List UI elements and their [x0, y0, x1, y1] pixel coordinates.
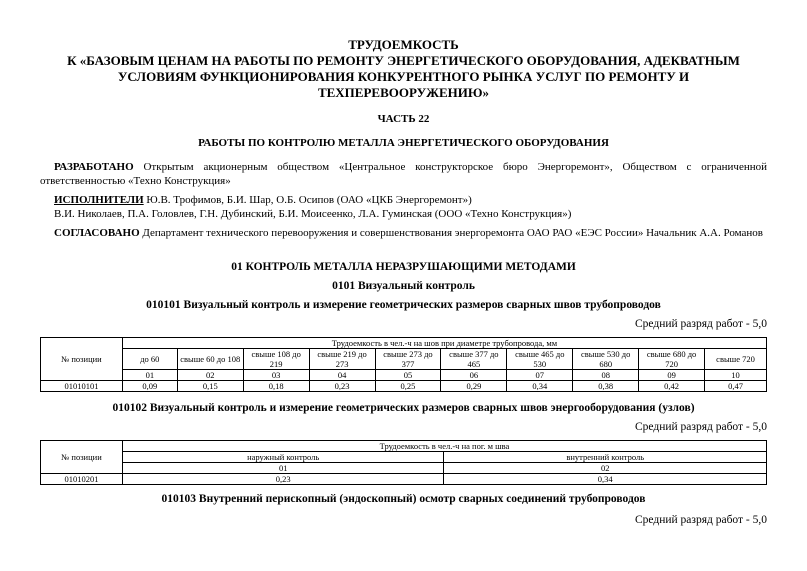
table-row [41, 381, 767, 392]
developed-text: Открытым акционерным обществом «Центральное конструкторское бюро Энергоремонт», Обществом с ограниченной ответственностью «Техно Конструкция» [40, 161, 767, 187]
item3-heading: 010103 Внутренний перископный (эндоскопный) осмотр сварных соединений трубопроводов [161, 493, 646, 505]
developed-paragraph [40, 160, 767, 188]
item2-col-header: внутренний контроль [444, 452, 767, 463]
agreed-text: Департамент технического перевооружения и совершенствования энергоремонта ОАО РАО «ЕЭС России» Начальник А.А. Романов [139, 227, 763, 239]
title-line-2: К «БАЗОВЫМ ЦЕНАМ НА РАБОТЫ ПО РЕМОНТУ ЭНЕРГЕТИЧЕСКОГО ОБОРУДОВАНИЯ, АДЕКВАТНЫМ [67, 53, 740, 68]
item1-col-code: 03 [243, 370, 309, 381]
item1-col-header: до 60 [122, 349, 177, 370]
item1-cell: 0,15 [177, 381, 243, 392]
item1-col-code: 04 [309, 370, 375, 381]
section-heading: 01 КОНТРОЛЬ МЕТАЛЛА НЕРАЗРУШАЮЩИМИ МЕТОДАМИ [231, 261, 576, 273]
item2-row-position: 01010201 [41, 474, 123, 485]
item1-col-code: 05 [375, 370, 441, 381]
item2-group-header: Трудоемкость в чел.-ч на пог. м шва [122, 441, 766, 452]
item1-cell: 0,29 [441, 381, 507, 392]
item1-cell: 0,47 [705, 381, 767, 392]
item2-grade: Средний разряд работ - 5,0 [634, 421, 767, 433]
item1-col-header: свыше 377 до 465 [441, 349, 507, 370]
item1-col-header: свыше 219 до 273 [309, 349, 375, 370]
item1-col-header: свыше 720 [705, 349, 767, 370]
executors-paragraph [40, 193, 767, 221]
agreed-label: СОГЛАСОВАНО [54, 227, 140, 239]
table-row [41, 474, 767, 485]
item1-heading: 010101 Визуальный контроль и измерение геометрических размеров сварных швов трубопроводов [146, 299, 661, 311]
item2-table [40, 440, 767, 485]
item1-cell: 0,34 [507, 381, 573, 392]
part-number: ЧАСТЬ 22 [377, 113, 430, 125]
item2-cell: 0,34 [444, 474, 767, 485]
item1-grade: Средний разряд работ - 5,0 [634, 318, 767, 330]
title-line-3: УСЛОВИЯМ ФУНКЦИОНИРОВАНИЯ КОНКУРЕНТНОГО РЫНКА УСЛУГ ПО РЕМОНТУ И [117, 69, 690, 84]
item1-group-header: Трудоемкость в чел.-ч на шов при диаметре трубопровода, мм [122, 338, 766, 349]
item1-col-header: свыше 60 до 108 [177, 349, 243, 370]
item1-col-header: свыше 465 до 530 [507, 349, 573, 370]
developed-label: РАЗРАБОТАНО [54, 161, 134, 173]
item1-position-header: № позиции [41, 338, 123, 381]
executors-label: ИСПОЛНИТЕЛИ [54, 194, 144, 206]
agreed-paragraph [40, 226, 767, 240]
subsection-heading: 0101 Визуальный контроль [332, 280, 475, 292]
item1-col-header: свыше 530 до 680 [573, 349, 639, 370]
title-line-4: ТЕХПЕРЕВООРУЖЕНИЮ» [317, 85, 490, 100]
item1-cell: 0,23 [309, 381, 375, 392]
item1-col-header: свыше 108 до 219 [243, 349, 309, 370]
item1-cell: 0,38 [573, 381, 639, 392]
item2-position-header: № позиции [41, 441, 123, 474]
item1-col-code: 01 [122, 370, 177, 381]
item1-cell: 0,09 [122, 381, 177, 392]
item1-row-position: 01010101 [41, 381, 123, 392]
item2-col-code: 01 [122, 463, 444, 474]
item1-col-code: 06 [441, 370, 507, 381]
item1-col-code: 07 [507, 370, 573, 381]
item1-cell: 0,25 [375, 381, 441, 392]
item2-cell: 0,23 [122, 474, 444, 485]
document-title [40, 37, 767, 101]
item3-grade: Средний разряд работ - 5,0 [634, 514, 767, 526]
item1-col-code: 10 [705, 370, 767, 381]
item1-cell: 0,42 [639, 381, 705, 392]
part-title: РАБОТЫ ПО КОНТРОЛЮ МЕТАЛЛА ЭНЕРГЕТИЧЕСКОГО ОБОРУДОВАНИЯ [198, 137, 609, 149]
item1-col-header: свыше 273 до 377 [375, 349, 441, 370]
item2-heading: 010102 Визуальный контроль и измерение геометрических размеров сварных швов энергооборудования (узлов) [112, 402, 695, 414]
executors-line-2: В.И. Николаев, П.А. Головлев, Г.Н. Дубинский, Б.И. Моисеенко, Л.А. Гуминская (ООО «Техно Конструкция») [54, 208, 572, 220]
item1-table [40, 337, 767, 392]
executors-line-1: Ю.В. Трофимов, Б.И. Шар, О.Б. Осипов (ОАО «ЦКБ Энергоремонт») [143, 194, 472, 206]
title-line-1: ТРУДОЕМКОСТЬ [348, 37, 459, 52]
item1-col-code: 08 [573, 370, 639, 381]
item2-col-code: 02 [444, 463, 767, 474]
item1-col-code: 02 [177, 370, 243, 381]
item1-cell: 0,18 [243, 381, 309, 392]
item1-col-code: 09 [639, 370, 705, 381]
item2-col-header: наружный контроль [122, 452, 444, 463]
item1-col-header: свыше 680 до 720 [639, 349, 705, 370]
